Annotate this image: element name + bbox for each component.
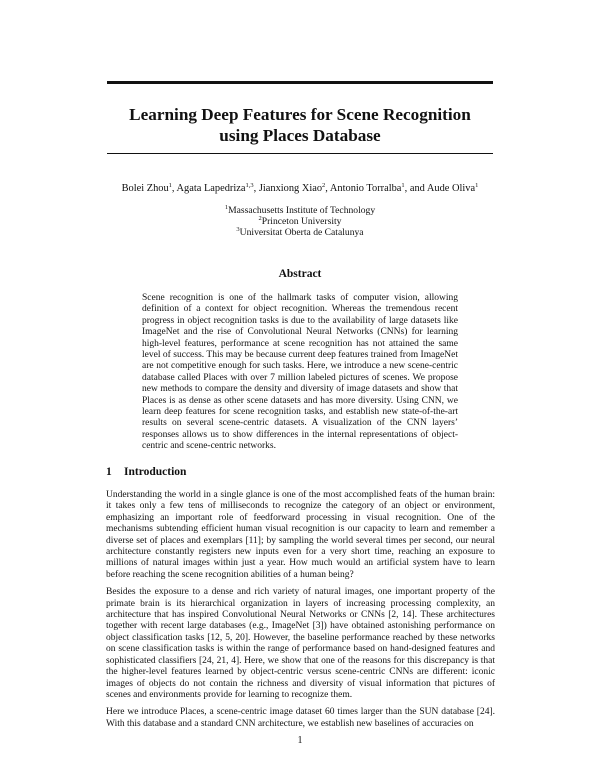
affiliations	[60, 205, 540, 238]
section-title: Introduction	[124, 466, 187, 478]
author: Antonio Torralba$^1$, and	[329, 182, 427, 194]
abstract-heading: Abstract	[278, 268, 322, 280]
paper-title	[60, 104, 540, 146]
author: Aude Oliva$^1$	[426, 182, 479, 194]
author-list	[60, 182, 540, 195]
author: Jianxiong Xiao$^2$,	[258, 182, 330, 194]
title-line-2: using Places Database	[219, 126, 381, 145]
author: Agata Lapedriza$^{1,3}$,	[176, 182, 259, 194]
affiliation: $^3$Universitat Oberta de Catalunya	[236, 226, 364, 238]
top-rule	[107, 81, 493, 84]
affiliation: $^2$Princeton University	[258, 215, 342, 227]
paragraph: Here we introduce Places, a scene-centric image dataset 60 times larger than the SUN database [24]. With this database and a standard CNN architecture, we establish new baselines of accuracies on	[106, 707, 495, 729]
abstract-text: Scene recognition is one of the hallmark tasks of computer vision, allowing definition of a context for object recognition. Whereas the tremendous recent progress in object recognition tasks is due to the availability of large datasets like ImageNet and the rise of Convolutional Neural Networks (CNNs) for learning high-level features, performance at scene recognition has not attained the same level of success. This may be because current deep features trained from ImageNet are not competitive enough for such tasks. Here, we introduce a new scene-centric database called Places with over 7 million labeled pictures of scenes. We propose new methods to compare the density and diversity of image datasets and show that Places is as dense as other scene datasets and has more diversity. Using CNN, we learn deep features for scene recognition tasks, and establish new state-of-the-art results on several scene-centric datasets. A visualization of the CNN layers’ responses allows us to show differences in the internal representations of object-centric and scene-centric networks.	[142, 293, 458, 452]
page-number: 1	[297, 735, 303, 746]
body-text	[106, 490, 495, 736]
section-number: 1	[106, 466, 112, 478]
affiliation: $^1$Massachusetts Institute of Technology	[224, 204, 376, 216]
author: Bolei Zhou$^1$,	[121, 182, 177, 194]
paragraph: Understanding the world in a single glance is one of the most accomplished feats of the human brain: it takes only a few tens of milliseconds to recognize the category of an object or environment, emphasizing an important role of feedforward processing in visual recognition. One of the mechanisms subtending efficient human visual recognition is our capacity to learn and remember a diverse set of places and exemplars [11]; by sampling the world several times per second, our neural architecture constantly registers new inputs even for a very short time, reaching an exposure to millions of natural images within just a year. How much would an artificial system have to learn before reaching the scene recognition abilities of a human being?	[106, 490, 495, 580]
bottom-rule	[107, 153, 493, 154]
title-line-1: Learning Deep Features for Scene Recognition	[129, 105, 471, 124]
section-heading	[106, 465, 186, 479]
paragraph: Besides the exposure to a dense and rich variety of natural images, one important property of the primate brain is its hierarchical organization in layers of increasing processing complexity, an architecture that has inspired Convolutional Neural Networks or CNNs [2, 14]. These architectures together with recent large databases (e.g., ImageNet [3]) have obtained astonishing performance on object classification tasks [12, 5, 20]. However, the baseline performance reached by these networks on scene classification tasks is within the range of performance based on hand-designed features and sophisticated classifiers [24, 21, 4]. Here, we show that one of the reasons for this discrepancy is that the higher-level features learned by object-centric versus scene-centric CNNs are different: iconic images of objects do not contain the richness and diversity of visual information that pictures of scenes and environments provide for learning to recognize them.	[106, 587, 495, 700]
